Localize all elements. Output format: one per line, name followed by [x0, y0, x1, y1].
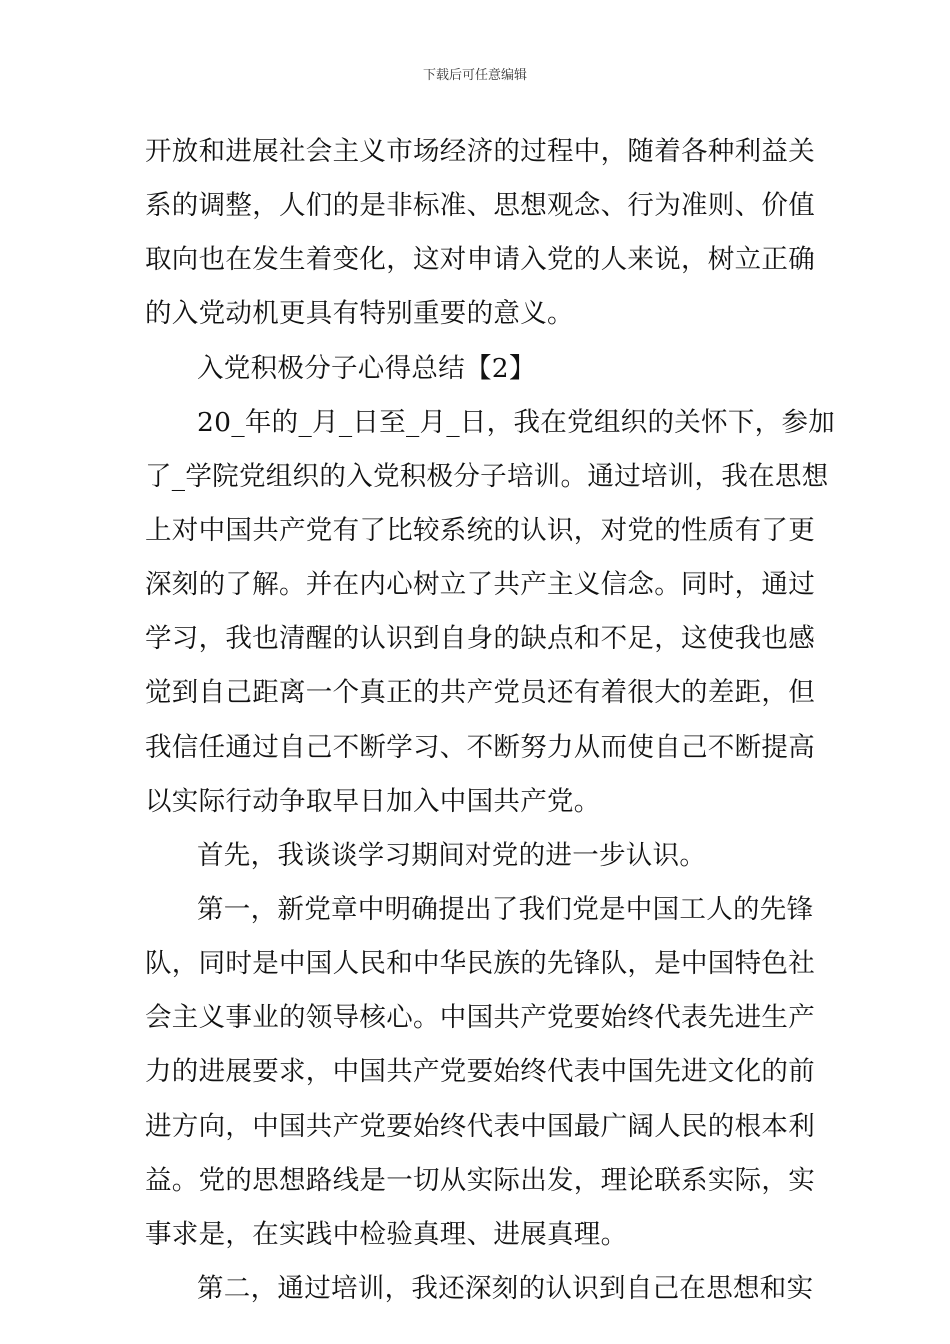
text-line: 益。党的思想路线是一切从实际出发，理论联系实际，实	[145, 1164, 815, 1196]
text-line: 以实际行动争取早日加入中国共产党。	[145, 785, 601, 817]
text-line: 深刻的了解。并在内心树立了共产主义信念。同时，通过	[145, 569, 815, 601]
text-line: 入党积极分子心得总结【2】	[197, 352, 536, 384]
text-line: 第二，通过培训，我还深刻的认识到自己在思想和实	[197, 1272, 814, 1304]
text-line: 事求是，在实践中检验真理、进展真理。	[145, 1218, 628, 1250]
text-line: 会主义事业的领导核心。中国共产党要始终代表先进生产	[145, 1002, 815, 1034]
text-line: 学习，我也清醒的认识到自身的缺点和不足，这使我也感	[145, 623, 815, 655]
text-line: 20_年的_月_日至_月_日，我在党组织的关怀下，参加	[197, 406, 836, 438]
page-header-note: 下载后可任意编辑	[422, 68, 527, 83]
text-line: 的入党动机更具有特别重要的意义。	[145, 298, 574, 330]
text-line: 进方向，中国共产党要始终代表中国最广阔人民的根本利	[145, 1110, 815, 1142]
text-line: 上对中国共产党有了比较系统的认识，对党的性质有了更	[145, 514, 815, 546]
text-line: 我信任通过自己不断学习、不断努力从而使自己不断提高	[145, 731, 815, 763]
text-line: 开放和进展社会主义市场经济的过程中，随着各种利益关	[145, 136, 815, 167]
text-line: 队，同时是中国人民和中华民族的先锋队，是中国特色社	[145, 948, 815, 980]
text-line: 取向也在发生着变化，这对申请入党的人来说，树立正确	[145, 244, 815, 276]
text-line: 系的调整，人们的是非标准、思想观念、行为准则、价值	[145, 190, 815, 222]
text-line: 了_学院党组织的入党积极分子培训。通过培训，我在思想	[145, 460, 829, 492]
text-line: 觉到自己距离一个真正的共产党员还有着很大的差距，但	[145, 677, 815, 709]
text-line: 首先，我谈谈学习期间对党的进一步认识。	[197, 839, 707, 871]
text-line: 第一，新党章中明确提出了我们党是中国工人的先锋	[197, 893, 814, 925]
text-line: 力的进展要求，中国共产党要始终代表中国先进文化的前	[145, 1056, 815, 1088]
document-body	[145, 125, 836, 1316]
